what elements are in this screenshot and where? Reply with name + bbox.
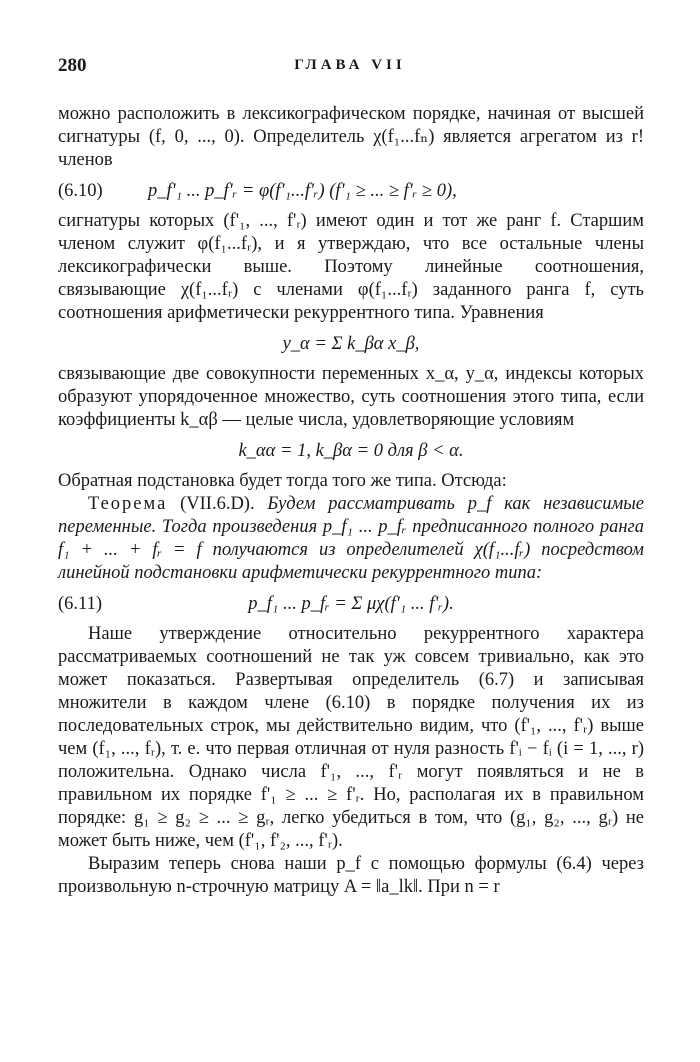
equation-6-10 [58, 174, 644, 208]
equation-number: (6.10) [58, 181, 103, 201]
equation-expression: y_α = Σ k_βα x_β, [282, 334, 420, 354]
text-body [58, 103, 644, 899]
paragraph-4: Обратная подстановка будет тогда того же типа. Отсюда: [58, 471, 507, 491]
paragraph-6: Выразим теперь снова наши p_f с помощью формулы (6.4) через произвольную n-строчную матрицу A = ‖a_lk‖. При n = r [58, 854, 644, 897]
page-number: 280 [58, 55, 87, 76]
paragraph-2: сигнатуры которых (f'₁, ..., f'ᵣ) имеют один и тот же ранг f. Старшим членом служит φ(f₁...fᵣ), и я утверждаю, что все остальные члены лексикографически выше. Поэтому линейные соотношения, связывающие χ(f₁...fᵣ) с членами φ(f₁...fᵣ) заданного ранга f, суть соотношения арифметически рекуррентного типа. Уравнения [58, 211, 644, 323]
theorem-label: Теорема [88, 494, 168, 514]
equation-expression: p_f₁ ... p_fᵣ = Σ μχ(f'₁ ... f'ᵣ). [248, 594, 454, 614]
theorem-ref: (VII.6.D). [180, 494, 255, 514]
equation-y [58, 327, 644, 361]
theorem-text: Будем рассматривать p_f как независимые переменные. Тогда произведения p_f₁ ... p_fᵣ предписанного полного ранга f₁ + ... + fᵣ = f получаются из определителей χ(f₁...fᵣ) посредством линейной подстановки арифметически рекуррентного типа: [58, 494, 644, 583]
theorem [58, 493, 644, 585]
equation-expression: p_f'₁ ... p_f'ᵣ = φ(f'₁...f'ᵣ) (f'₁ ≥ ... ≥ f'ᵣ ≥ 0), [148, 181, 457, 201]
equation-number: (6.11) [58, 594, 103, 614]
running-header [58, 55, 642, 79]
equation-expression: k_αα = 1, k_βα = 0 для β < α. [238, 441, 464, 461]
chapter-title: ГЛАВА VII [294, 57, 406, 73]
paragraph-1: можно расположить в лексикографическом порядке, начиная от высшей сигнатуры (f, 0, ..., 0). Определитель χ(f₁...fₙ) является агрегатом из r! членов [58, 104, 644, 170]
equation-6-11 [58, 587, 644, 621]
paragraph-3: связывающие две совокупности переменных x_α, y_α, индексы которых образуют упорядоченное множество, суть соотношения этого типа, если коэффициенты k_αβ — целые числа, удовлетворяющие условиям [58, 364, 644, 430]
paragraph-5: Наше утверждение относительно рекуррентного характера рассматриваемых соотношений не так уж совсем тривиально, как это может показаться. Развертывая определитель (6.7) и записывая множители в каждом члене (6.10) в порядке получения их из последовательных строк, мы действительно видим, что (f'₁, ..., f'ᵣ) выше чем (f₁, ..., fᵣ), т. е. что первая отличная от нуля разность f'ᵢ − fᵢ (i = 1, ..., r) положительна. Однако числа f'₁, ..., f'ᵣ могут появляться и не в правильном их порядке f'₁ ≥ ... ≥ f'ᵣ. Но, располагая их в правильном порядке: g₁ ≥ g₂ ≥ ... ≥ gᵣ, легко убедиться в том, что (g₁, g₂, ..., gᵣ) не может быть ниже, чем (f'₁, f'₂, ..., f'ᵣ). [58, 624, 644, 851]
equation-k [58, 434, 644, 468]
